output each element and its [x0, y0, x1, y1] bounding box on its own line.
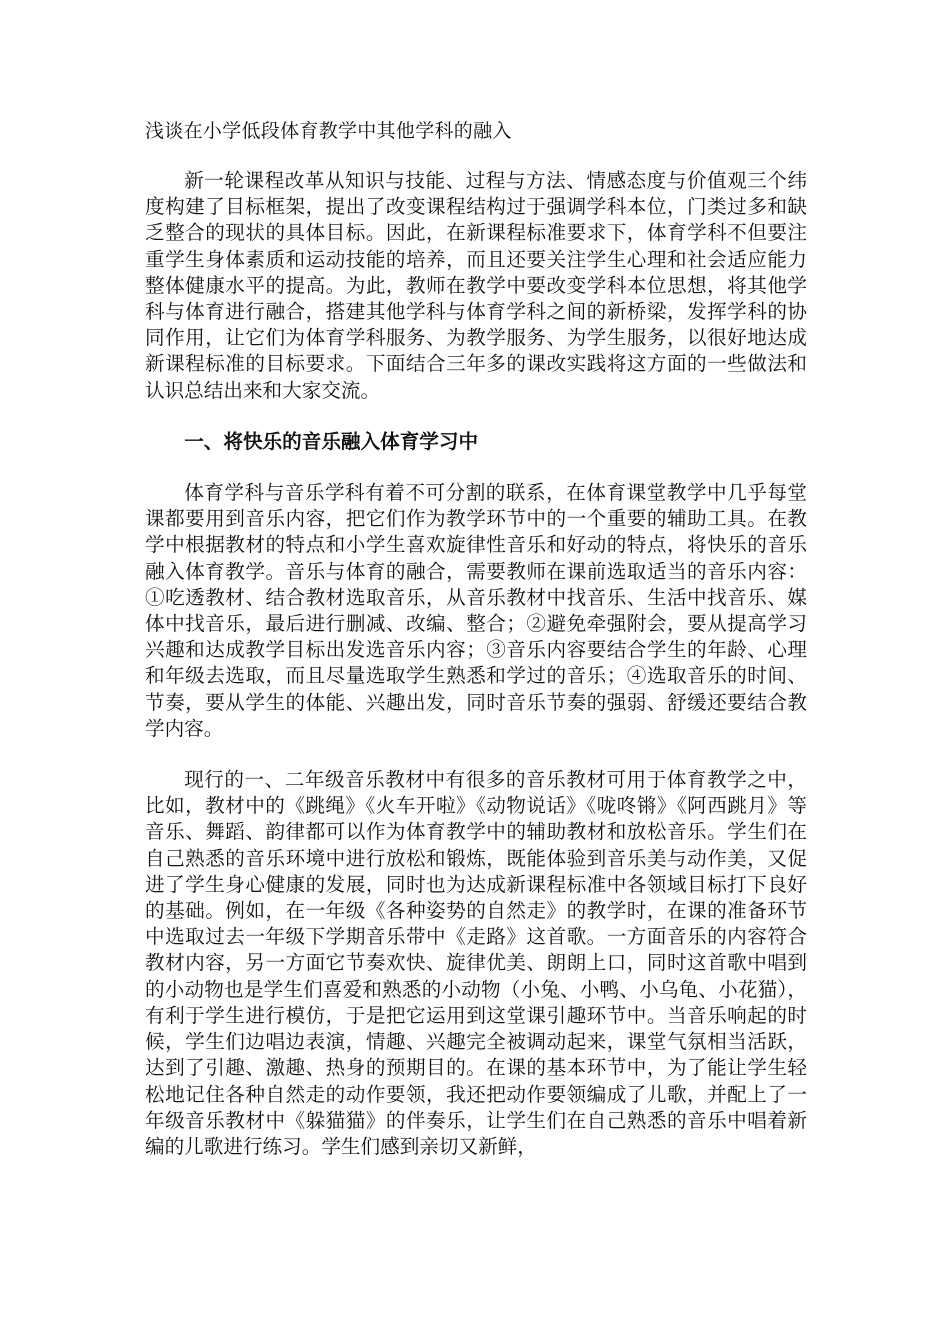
document-title: 浅谈在小学低段体育教学中其他学科的融入 [145, 120, 512, 142]
section-paragraph-1: 体育学科与音乐学科有着不可分割的联系，在体育课堂教学中几乎每堂课都要用到音乐内容，把它们作为教学环节中的一个重要的辅助工具。在教学中根据教材的特点和小学生喜欢旋律性音乐和好动的特点，将快乐的音乐融入体育教学。音乐与体育的融合，需要教师在课前选取适当的音乐内容：①吃透教材、结合教材选取音乐，从音乐教材中找音乐、生活中找音乐、媒体中找音乐，最后进行删减、改编、整合；②避免牵强附会，要从提高学习兴趣和达成教学目标出发选音乐内容；③音乐内容要结合学生的年龄、心理和年级去选取，而且尽量选取学生熟悉和学过的音乐；④选取音乐的时间、节奏，要从学生的体能、兴趣出发，同时音乐节奏的强弱、舒缓还要结合教学内容。 [145, 481, 807, 740]
document-page [145, 118, 807, 1185]
intro-paragraph: 新一轮课程改革从知识与技能、过程与方法、情感态度与价值观三个纬度构建了目标框架，提出了改变课程结构过于强调学科本位，门类过多和缺乏整合的现状的具体目标。因此，在新课程标准要求下，体育学科不但要注重学生身体素质和运动技能的培养，而且还要关注学生心理和社会适应能力整体健康水平的提高。为此，教师在教学中要改变学科本位思想，将其他学科与体育进行融合，搭建其他学科与体育学科之间的新桥梁，发挥学科的协同作用，让它们为体育学科服务、为教学服务、为学生服务，以很好地达成新课程标准的目标要求。下面结合三年多的课改实践将这方面的一些做法和认识总结出来和大家交流。 [145, 169, 807, 402]
section-heading-music: 一、将快乐的音乐融入体育学习中 [184, 429, 479, 453]
section-paragraph-2: 现行的一、二年级音乐教材中有很多的音乐教材可用于体育教学之中，比如，教材中的《跳绳》《火车开啦》《动物说话》《咙咚锵》《阿西跳月》等音乐、舞蹈、韵律都可以作为体育教学中的辅助教材和放松音乐。学生们在自己熟悉的音乐环境中进行放松和锻炼，既能体验到音乐美与动作美，又促进了学生身心健康的发展，同时也为达成新课程标准中各领域目标打下良好的基础。例如，在一年级《各种姿势的自然走》的教学时，在课的准备环节中选取过去一年级下学期音乐带中《走路》这首歌。一方面音乐的内容符合教材内容，另一方面它节奏欢快、旋律优美、朗朗上口，同时这首歌中唱到的小动物也是学生们喜爱和熟悉的小动物（小兔、小鸭、小乌龟、小花猫），有利于学生进行模仿，于是把它运用到这堂课引趣环节中。当音乐响起的时候，学生们边唱边表演，情趣、兴趣完全被调动起来，课堂气氛相当活跃，达到了引趣、激趣、热身的预期目的。在课的基本环节中，为了能让学生轻松地记住各种自然走的动作要领，我还把动作要领编成了儿歌，并配上了一年级音乐教材中《躲猫猫》的伴奏乐，让学生们在自己熟悉的音乐中唱着新编的儿歌进行练习。学生们感到亲切又新鲜， [145, 768, 807, 1158]
